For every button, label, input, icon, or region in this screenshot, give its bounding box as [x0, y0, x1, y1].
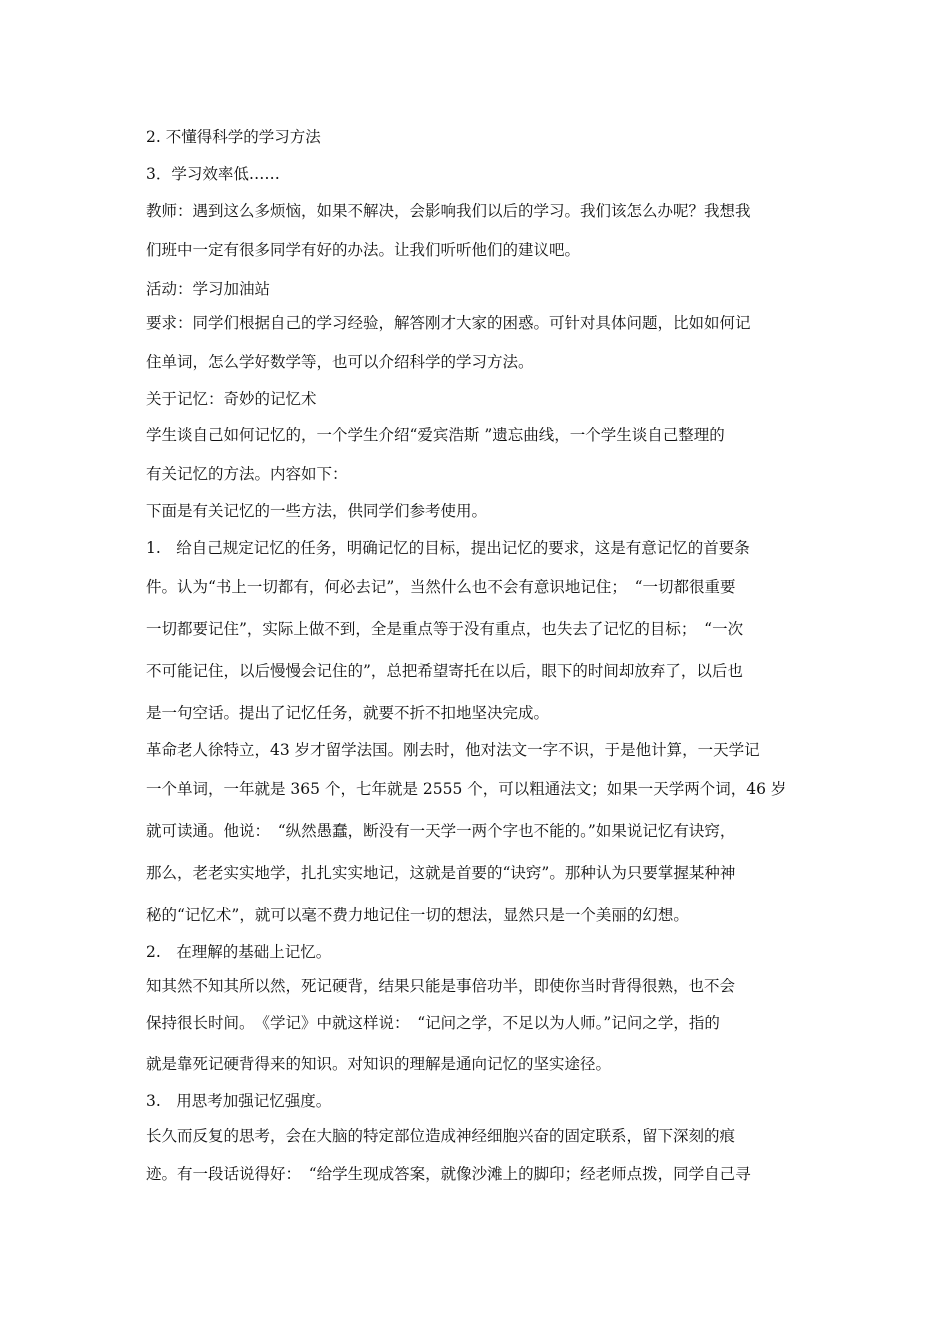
method-3-paragraph-cont: 迹。有一段话说得好： “给学生现成答案，就像沙滩上的脚印；经老师点拨，同学自己寻 — [146, 1165, 751, 1183]
memory-heading: 关于记忆：奇妙的记忆术 — [146, 390, 317, 408]
teacher-paragraph-cont: 们班中一定有很多同学有好的办法。让我们听听他们的建议吧。 — [146, 241, 581, 259]
requirement-paragraph: 要求：同学们根据自己的学习经验，解答刚才大家的困惑。可针对具体问题，比如如何记 — [146, 314, 751, 332]
xu-teli-paragraph-cont: 那么，老老实实地学，扎扎实实地记，这就是首要的“诀窍”。那种认为只要掌握某种神 — [146, 864, 736, 882]
requirement-paragraph-cont: 住单词，怎么学好数学等，也可以介绍科学的学习方法。 — [146, 353, 534, 371]
method-2-paragraph-cont: 就是靠死记硬背得来的知识。对知识的理解是通向记忆的坚实途径。 — [146, 1055, 612, 1073]
activity-heading: 活动：学习加油站 — [146, 280, 271, 298]
student-paragraph: 学生谈自己如何记忆的，一个学生介绍“爱宾浩斯 ”遗忘曲线，一个学生谈自己整理的 — [146, 426, 725, 444]
method-1-paragraph-cont: 不可能记住，以后慢慢会记住的”，总把希望寄托在以后，眼下的时间却放弃了，以后也 — [146, 662, 743, 680]
xu-teli-paragraph-cont: 秘的“记忆术”，就可以毫不费力地记住一切的想法，显然只是一个美丽的幻想。 — [146, 906, 689, 924]
method-1-paragraph: 1. 给自己规定记忆的任务，明确记忆的目标，提出记忆的要求，这是有意记忆的首要条 — [146, 539, 750, 557]
teacher-paragraph: 教师：遇到这么多烦恼，如果不解决，会影响我们以后的学习。我们该怎么办呢？我想我 — [146, 202, 751, 220]
student-paragraph-cont: 有关记忆的方法。内容如下： — [146, 465, 348, 483]
methods-intro: 下面是有关记忆的一些方法，供同学们参考使用。 — [146, 502, 488, 520]
xu-teli-paragraph-cont: 就可读通。他说： “纵然愚蠢，断没有一天学一两个字也不能的。”如果说记忆有诀窍， — [146, 822, 736, 840]
method-2-heading: 2. 在理解的基础上记忆。 — [146, 943, 332, 961]
method-3-heading: 3. 用思考加强记忆强度。 — [146, 1092, 332, 1110]
method-2-paragraph: 知其然不知其所以然，死记硬背，结果只能是事倍功半，即使你当时背得很熟，也不会 — [146, 977, 736, 995]
list-item-3: 3．学习效率低…… — [146, 165, 280, 183]
method-1-paragraph-cont: 件。认为“书上一切都有，何必去记”，当然什么也不会有意识地记住； “一切都很重要 — [146, 578, 736, 596]
method-1-paragraph-cont: 是一句空话。提出了记忆任务，就要不折不扣地坚决完成。 — [146, 704, 550, 722]
method-1-paragraph-cont: 一切都要记住”，实际上做不到，全是重点等于没有重点，也失去了记忆的目标； “一次 — [146, 620, 744, 638]
method-3-paragraph: 长久而反复的思考，会在大脑的特定部位造成神经细胞兴奋的固定联系，留下深刻的痕 — [146, 1127, 736, 1145]
method-2-paragraph-cont: 保持很长时间。 《学记》中就这样说： “记问之学，不足以为人师。”记问之学，指的 — [146, 1014, 720, 1032]
xu-teli-paragraph: 革命老人徐特立，43 岁才留学法国。刚去时，他对法文一字不识，于是他计算，一天学记 — [146, 741, 760, 759]
list-item-2: 2. 不懂得科学的学习方法 — [146, 128, 321, 146]
xu-teli-paragraph-cont: 一个单词，一年就是 365 个，七年就是 2555 个，可以粗通法文；如果一天学两个词，46 岁 — [146, 780, 787, 798]
